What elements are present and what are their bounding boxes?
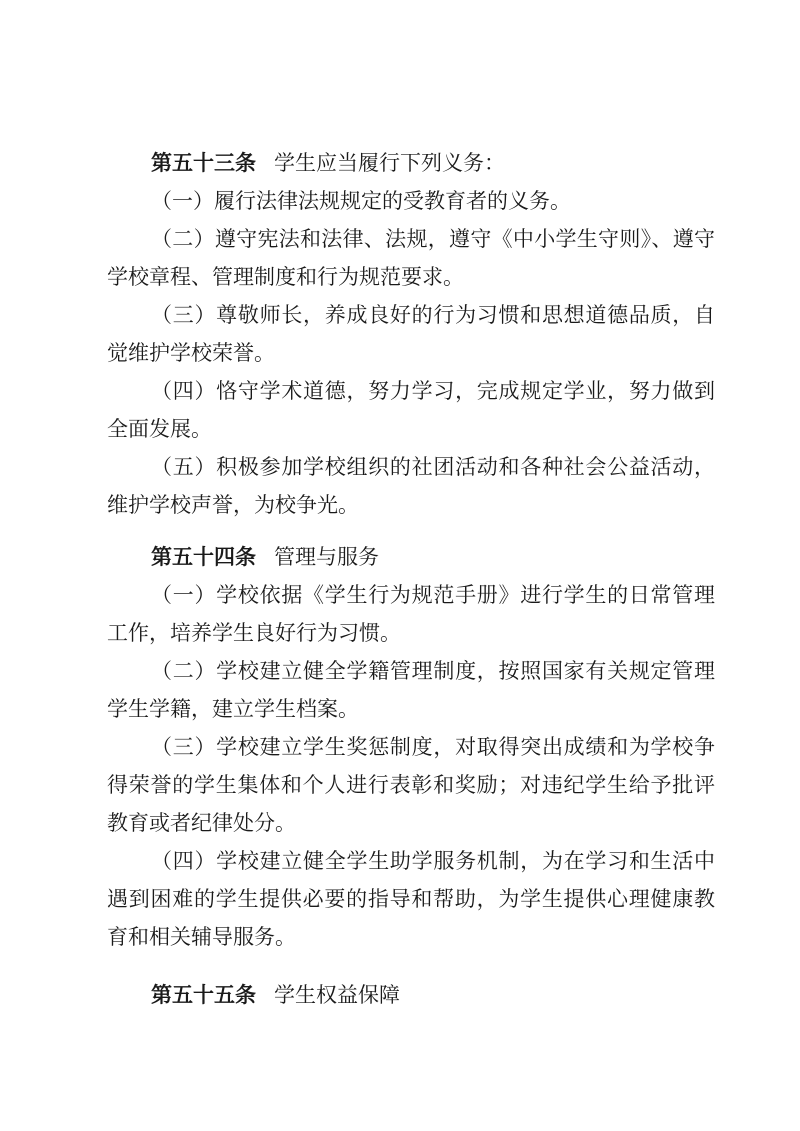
paragraph-line: 全面发展。 bbox=[107, 417, 212, 441]
paragraph-line: （一）履行法律法规规定的受教育者的义务。 bbox=[151, 189, 571, 213]
paragraph-line: 觉维护学校荣誉。 bbox=[107, 341, 275, 365]
paragraph-line: 学生学籍，建立学生档案。 bbox=[107, 697, 359, 721]
paragraph-line: （四）学校建立健全学生助学服务机制，为在学习和生活中 bbox=[151, 849, 715, 873]
article-title: 管理与服务 bbox=[274, 545, 379, 569]
paragraph-line: 维护学校声誉，为校争光。 bbox=[107, 493, 359, 517]
article-title: 学生权益保障 bbox=[274, 983, 400, 1007]
article-54 bbox=[107, 538, 715, 956]
paragraph-line: 得荣誉的学生集体和个人进行表彰和奖励；对违纪学生给予批评 bbox=[107, 773, 715, 797]
paragraph-line: （三）学校建立学生奖惩制度，对取得突出成绩和为学校争 bbox=[151, 735, 715, 759]
paragraph-line: （二）学校建立健全学籍管理制度，按照国家有关规定管理 bbox=[151, 659, 715, 683]
paragraph-line: （四）恪守学术道德，努力学习，完成规定学业，努力做到 bbox=[151, 379, 715, 403]
paragraph-line: 学校章程、管理制度和行为规范要求。 bbox=[107, 265, 464, 289]
paragraph-line: （三）尊敬师长，养成良好的行为习惯和思想道德品质，自 bbox=[151, 303, 715, 327]
paragraph-line: 教育或者纪律处分。 bbox=[107, 811, 296, 835]
article-number: 第五十五条 bbox=[151, 983, 256, 1007]
paragraph-line: 育和相关辅导服务。 bbox=[107, 925, 296, 949]
article-number: 第五十四条 bbox=[151, 545, 256, 569]
paragraph-line: （二）遵守宪法和法律、法规，遵守《中小学生守则》、遵守 bbox=[151, 227, 715, 251]
article-heading-line bbox=[107, 976, 715, 1014]
paragraph-line: 工作，培养学生良好行为习惯。 bbox=[107, 621, 401, 645]
paragraph-line: （五）积极参加学校组织的社团活动和各种社会公益活动， bbox=[151, 455, 715, 479]
article-number: 第五十三条 bbox=[151, 151, 256, 175]
article-title: 学生应当履行下列义务： bbox=[274, 151, 505, 175]
article-55 bbox=[107, 976, 715, 1014]
article-heading-line bbox=[107, 144, 715, 182]
article-heading-line bbox=[107, 538, 715, 576]
paragraph-line: 遇到困难的学生提供必要的指导和帮助，为学生提供心理健康教 bbox=[107, 887, 715, 911]
article-53 bbox=[107, 144, 715, 524]
paragraph-line: （一）学校依据《学生行为规范手册》进行学生的日常管理 bbox=[151, 583, 715, 607]
